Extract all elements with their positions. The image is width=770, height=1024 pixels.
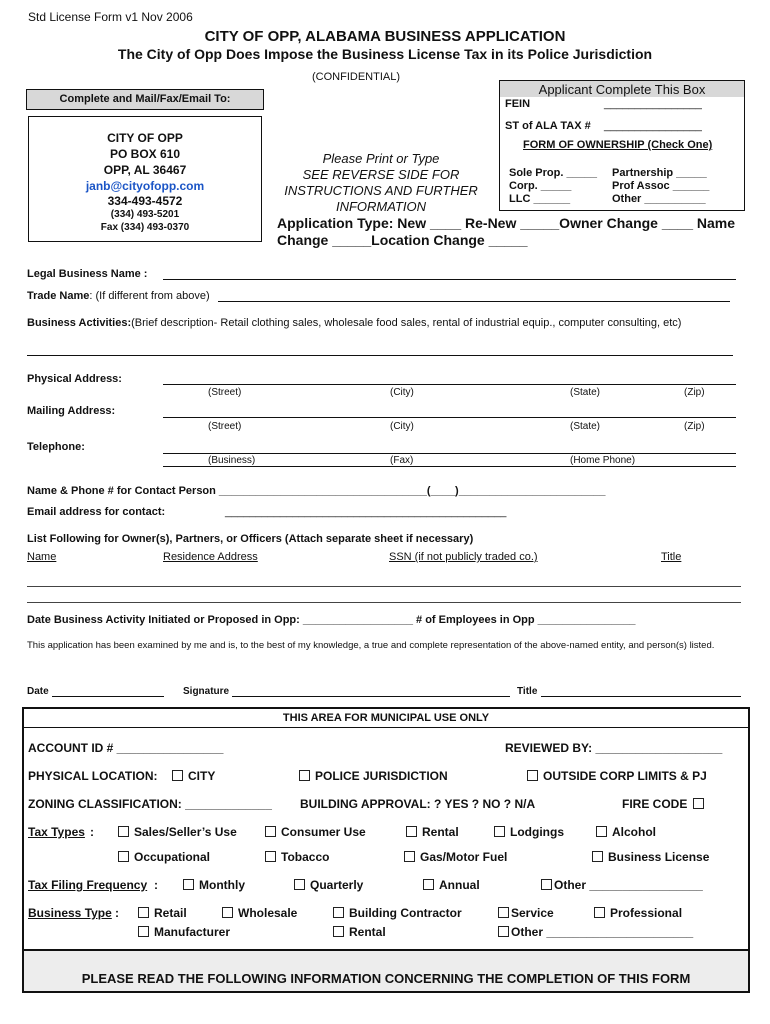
business-type-label: Business Type	[28, 906, 112, 920]
checkbox-icon	[693, 798, 704, 809]
phone-number: 334-493-4572	[107, 194, 183, 208]
fire-code-option[interactable]	[622, 797, 704, 811]
checkbox-icon	[333, 926, 344, 937]
fax-number: Fax (334) 493-0370	[100, 222, 190, 233]
activities-note: (Brief description- Retail clothing sales, wholesale food sales, rental of industrial equip., computer consulting, etc)	[131, 317, 682, 329]
checkbox-icon	[541, 879, 552, 890]
legal-name-input[interactable]	[163, 279, 736, 280]
contact-email-input[interactable]: ______________________________________________	[225, 506, 507, 518]
checkbox-icon	[423, 879, 434, 890]
ownership-partnership[interactable]: Partnership _____	[612, 167, 707, 179]
checkbox-icon	[265, 851, 276, 862]
tax-lodgings-option[interactable]: Lodgings	[494, 825, 564, 839]
contact-person-field[interactable]: Name & Phone # for Contact Person __________________________________(____)________________________	[27, 485, 606, 497]
print-note-3: INSTRUCTIONS AND FURTHER	[284, 183, 478, 198]
fire-code-label: FIRE CODE	[622, 797, 688, 811]
owners-col-address: Residence Address	[163, 551, 258, 563]
checkbox-icon	[138, 907, 149, 918]
address-line-3: OPP, AL 36467	[103, 163, 187, 177]
certification-text: This application has been examined by me and is, to the best of my knowledge, a true and complete representation of the above-named entity, and person(s) listed.	[27, 640, 715, 651]
zoning-field[interactable]: ZONING CLASSIFICATION: _____________	[28, 797, 272, 811]
btype-retail-option[interactable]: Retail	[138, 906, 187, 920]
form-version: Std License Form v1 Nov 2006	[28, 10, 193, 24]
form-subtitle: The City of Opp Does Impose the Business License Tax in its Police Jurisdiction	[117, 46, 653, 62]
ownership-other[interactable]: Other __________	[612, 193, 706, 205]
checkbox-icon	[333, 907, 344, 918]
location-city-option[interactable]	[172, 769, 215, 783]
tax-consumer-option[interactable]: Consumer Use	[265, 825, 366, 839]
mailing-state-caption: (State)	[570, 421, 601, 432]
checkbox-icon	[294, 879, 305, 890]
footer-notice: PLEASE READ THE FOLLOWING INFORMATION CONCERNING THE COMPLETION OF THIS FORM	[81, 971, 691, 986]
location-outside-option[interactable]	[527, 769, 707, 783]
tax-alcohol-option[interactable]: Alcohol	[596, 825, 656, 839]
btype-other-option[interactable]: Other ______________________	[498, 925, 693, 939]
signature-label: Signature	[183, 686, 230, 697]
municipal-header: THIS AREA FOR MUNICIPAL USE ONLY	[282, 712, 490, 724]
checkbox-icon	[527, 770, 538, 781]
btype-rental-option[interactable]: Rental	[333, 925, 386, 939]
building-approval-field[interactable]: BUILDING APPROVAL: ? YES ? NO ? N/A	[300, 797, 536, 811]
checkbox-icon	[404, 851, 415, 862]
date-label: Date	[27, 686, 49, 697]
address-line-1: CITY OF OPP	[107, 131, 183, 145]
checkbox-icon	[265, 826, 276, 837]
owners-col-title: Title	[661, 551, 682, 563]
telephone-label: Telephone:	[27, 441, 85, 453]
checkbox-icon	[494, 826, 505, 837]
ownership-llc[interactable]: LLC ______	[509, 193, 571, 205]
filing-frequency-label: Tax Filing Frequency	[28, 878, 148, 892]
address-line-2: PO BOX 610	[109, 147, 181, 161]
location-police-option[interactable]	[299, 769, 448, 783]
mailing-address-input[interactable]	[163, 417, 736, 418]
tax-rental-option[interactable]: Rental	[406, 825, 459, 839]
signature-input[interactable]	[232, 696, 510, 697]
applicant-box-header: Applicant Complete This Box	[538, 82, 706, 97]
telephone-business-caption: (Business)	[208, 455, 256, 466]
location-outside-label: OUTSIDE CORP LIMITS & PJ	[543, 769, 707, 783]
checkbox-icon	[592, 851, 603, 862]
email-link[interactable]: janb@cityofopp.com	[85, 179, 205, 193]
checkbox-icon	[222, 907, 233, 918]
owners-col-name: Name	[27, 551, 57, 563]
tax-tobacco-option[interactable]: Tobacco	[265, 850, 329, 864]
checkbox-icon	[138, 926, 149, 937]
tax-license-option[interactable]: Business License	[592, 850, 709, 864]
trade-name-label: Trade Name	[27, 290, 90, 302]
tax-sales-option[interactable]: Sales/Seller’s Use	[118, 825, 237, 839]
owners-row-2[interactable]	[27, 602, 741, 603]
fein-label: FEIN	[505, 98, 531, 110]
application-type-line-2[interactable]: Change _____Location Change _____	[277, 232, 528, 248]
municipal-box: THIS AREA FOR MUNICIPAL USE ONLY ACCOUNT ID # ________________ REVIEWED BY: ___________________ PHYSICAL LOCATION: CITY POLICE JURISDICTION OUTSIDE CORP LIMITS & PJ ZONING CLASSIFICATION: _____________ BUILDING APPROVAL: ? YES ? NO ? N/A FIRE CODE Tax Types : Sales/Seller’s Use Consumer Use Rental Lodgings Alcohol Occupational Tobacco Gas/Motor Fuel Business License Tax Filing Frequency : Monthly Quarterly Annual Other _________________ Business Type : Retail Wholesale Building Contractor Service Professional Manufacturer Rental Other ______________________	[22, 707, 750, 951]
st-tax-label: ST of ALA TAX #	[505, 120, 591, 132]
checkbox-icon	[406, 826, 417, 837]
tax-occupational-option[interactable]: Occupational	[118, 850, 210, 864]
st-tax-input[interactable]: ________________	[604, 120, 702, 132]
trade-name-input[interactable]	[218, 301, 730, 302]
contact-email-label: Email address for contact:	[27, 506, 166, 518]
checkbox-icon	[594, 907, 605, 918]
mail-to-header-text: Complete and Mail/Fax/Email To:	[59, 93, 231, 105]
checkbox-icon	[498, 907, 509, 918]
print-note-1: Please Print or Type	[322, 151, 440, 166]
telephone-fax-caption: (Fax)	[390, 455, 414, 466]
btype-wholesale-option[interactable]: Wholesale	[222, 906, 297, 920]
btype-service-option[interactable]: Service	[498, 906, 554, 920]
location-city-label: CITY	[188, 769, 216, 783]
form-title: CITY OF OPP, ALABAMA BUSINESS APPLICATION	[204, 28, 566, 45]
ownership-title: FORM OF OWNERSHIP (Check One)	[523, 139, 713, 151]
application-type-line-1[interactable]: Application Type: New ____ Re-New _____Owner Change ____ Name	[277, 215, 736, 231]
reviewed-by-field[interactable]: REVIEWED BY: ___________________	[505, 741, 723, 755]
physical-address-label: Physical Address:	[27, 373, 122, 385]
mailing-zip-caption: (Zip)	[684, 421, 705, 432]
legal-name-label: Legal Business Name :	[27, 268, 148, 280]
owners-heading: List Following for Owner(s), Partners, or Officers (Attach separate sheet if necessary)	[27, 533, 474, 545]
checkbox-icon	[183, 879, 194, 890]
account-id-field[interactable]: ACCOUNT ID # ________________	[28, 741, 224, 755]
checkbox-icon	[596, 826, 607, 837]
btype-manufacturer-option[interactable]: Manufacturer	[138, 925, 230, 939]
checkbox-icon	[299, 770, 310, 781]
trade-name-note: : (If different from above)	[89, 290, 210, 302]
physical-state-caption: (State)	[570, 387, 601, 398]
physical-zip-caption: (Zip)	[684, 387, 705, 398]
physical-street-caption: (Street)	[208, 387, 242, 398]
checkbox-icon	[118, 826, 129, 837]
mailing-city-caption: (City)	[390, 421, 414, 432]
footer-notice-box	[22, 949, 750, 993]
checkbox-icon	[118, 851, 129, 862]
checkbox-icon	[172, 770, 183, 781]
btype-professional-option[interactable]: Professional	[594, 906, 682, 920]
btype-building-option[interactable]: Building Contractor	[333, 906, 462, 920]
owners-col-ssn: SSN (if not publicly traded co.)	[389, 551, 538, 563]
tax-types-label: Tax Types	[28, 825, 85, 839]
checkbox-icon	[498, 926, 509, 937]
filing-annual-option[interactable]: Annual	[423, 878, 480, 892]
ownership-sole[interactable]: Sole Prop. _____	[509, 167, 598, 179]
telephone-caption-line	[163, 466, 736, 467]
date-input[interactable]	[52, 696, 164, 697]
telephone-input[interactable]	[163, 453, 736, 454]
activities-label: Business Activities:	[27, 317, 132, 329]
ownership-prof-assoc[interactable]: Prof Assoc ______	[612, 180, 710, 192]
tax-gas-option[interactable]: Gas/Motor Fuel	[404, 850, 507, 864]
physical-address-input[interactable]	[163, 384, 736, 385]
fein-input[interactable]: ________________	[604, 98, 702, 110]
title-input[interactable]	[541, 696, 741, 697]
filing-quarterly-option[interactable]: Quarterly	[294, 878, 363, 892]
physical-location-label: PHYSICAL LOCATION:	[28, 769, 158, 783]
filing-monthly-option[interactable]: Monthly	[183, 878, 245, 892]
print-note-4: INFORMATION	[335, 199, 427, 214]
print-note-2: SEE REVERSE SIDE FOR	[302, 167, 460, 182]
confidential-label: (CONFIDENTIAL)	[312, 71, 400, 83]
mailing-street-caption: (Street)	[208, 421, 242, 432]
title-label: Title	[517, 686, 538, 697]
physical-city-caption: (City)	[390, 387, 414, 398]
mailing-address-label: Mailing Address:	[27, 405, 116, 417]
telephone-home-caption: (Home Phone)	[570, 455, 636, 466]
location-police-label: POLICE JURISDICTION	[315, 769, 448, 783]
mail-to-address-box	[28, 116, 262, 242]
date-initiated-field[interactable]: Date Business Activity Initiated or Proposed in Opp: __________________ # of Employees in Opp ________________	[27, 614, 636, 626]
mail-to-header	[26, 89, 264, 110]
ownership-corp[interactable]: Corp. _____	[509, 180, 572, 192]
owners-row-1[interactable]	[27, 586, 741, 587]
applicant-box	[499, 80, 745, 211]
activities-input[interactable]	[27, 355, 733, 356]
phone-number-2: (334) 493-5201	[110, 209, 180, 220]
filing-other-option[interactable]: Other _________________	[541, 878, 703, 892]
